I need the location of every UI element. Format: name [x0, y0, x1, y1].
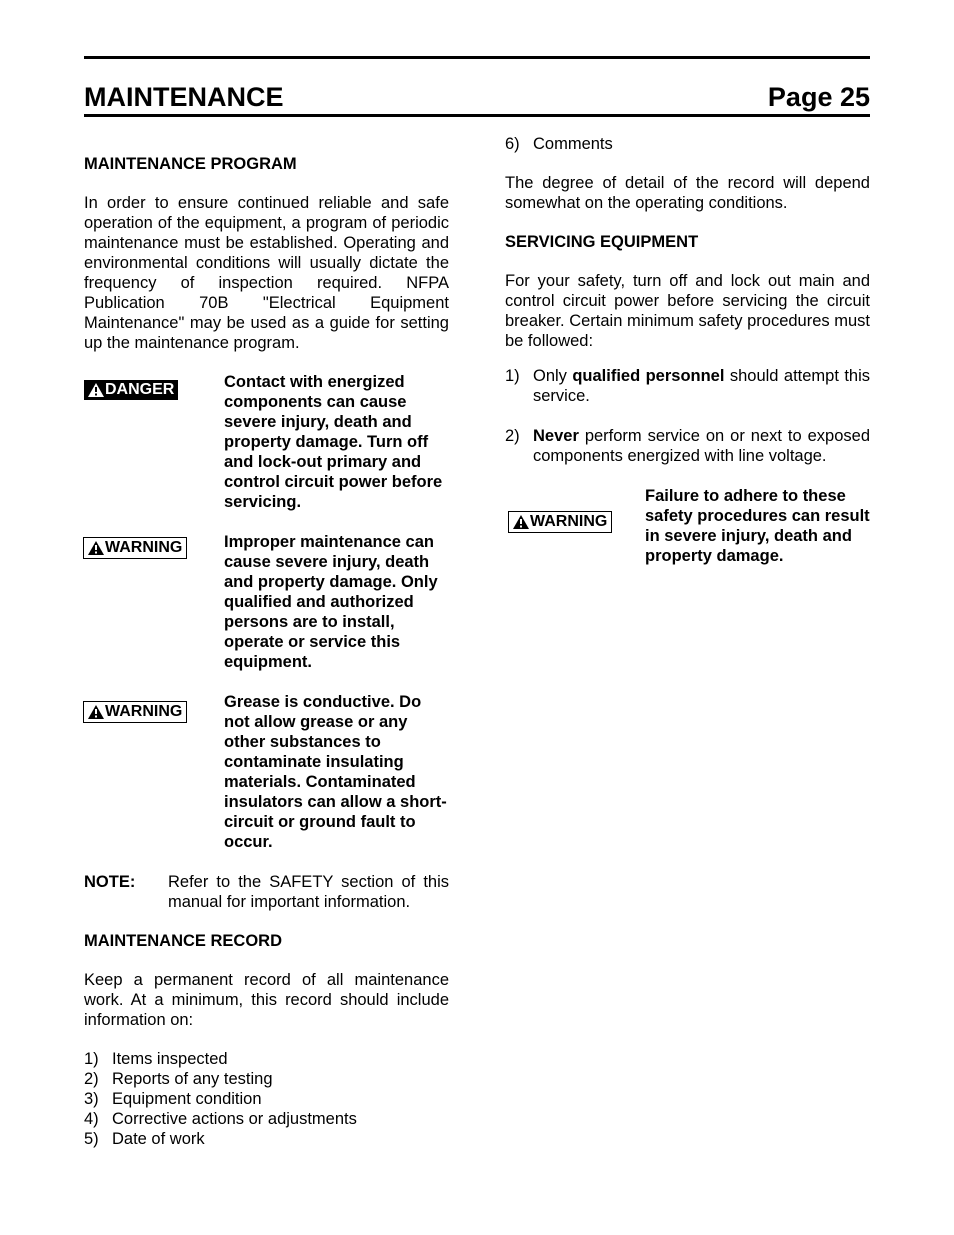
list-item: [84, 1069, 449, 1089]
step-number: 1): [505, 367, 520, 385]
note-text: Refer to the SAFETY section of this manual for important information.: [168, 873, 449, 911]
list-item: [84, 1089, 449, 1109]
warning-alert-maintenance: [84, 532, 449, 672]
warning-triangle-icon: [88, 541, 104, 555]
warning-alert-grease: [84, 692, 449, 852]
record-items-list: [84, 1049, 449, 1149]
page-header: [84, 80, 870, 117]
note-label: NOTE:: [84, 873, 136, 891]
step-text-post: perform service on or next to exposed components energized with line voltage.: [533, 427, 870, 465]
step-text: [533, 426, 870, 466]
danger-alert: [84, 372, 449, 512]
left-column: [84, 154, 449, 1168]
warning-badge: [508, 511, 612, 533]
step-text: [533, 366, 870, 406]
list-number: 4): [84, 1110, 99, 1128]
danger-badge-label: DANGER: [105, 381, 175, 398]
list-text: Equipment condition: [112, 1090, 262, 1108]
list-number: 2): [84, 1070, 99, 1088]
list-text: Comments: [533, 135, 613, 153]
list-number: 5): [84, 1130, 99, 1148]
record-detail-text: The degree of detail of the record will depend somewhat on the operating conditions.: [505, 174, 870, 212]
warning-alert-maintenance-text: Improper maintenance can cause severe injury, death and property damage. Only qualified and authorized persons are to install, operate or service this equipment.: [224, 533, 438, 671]
section-title: MAINTENANCE: [84, 82, 284, 112]
list-number: 3): [84, 1090, 99, 1108]
procedure-step: [505, 426, 870, 466]
warning-alert-grease-text: Grease is conductive. Do not allow grease or any other substances to contaminate insulating materials. Contaminated insulators can allow a short-circuit or ground fault to occur.: [224, 693, 447, 851]
step-text-post: should attempt this service.: [533, 367, 871, 405]
page-number: Page 25: [767, 82, 870, 112]
note: [84, 872, 449, 912]
list-text: Reports of any testing: [112, 1070, 273, 1088]
danger-alert-text: Contact with energized components can cause severe injury, death and property damage. Turn off and lock-out primary and control circuit power before servicing.: [224, 373, 443, 511]
warning-triangle-icon: [88, 705, 104, 719]
warning-badge-label: WARNING: [105, 539, 183, 556]
servicing-equipment-heading: SERVICING EQUIPMENT: [505, 233, 699, 251]
list-item: [84, 1109, 449, 1129]
list-number: 6): [505, 135, 520, 153]
step-number: 2): [505, 427, 520, 445]
maintenance-record-heading: MAINTENANCE RECORD: [84, 932, 282, 950]
maintenance-program-heading: MAINTENANCE PROGRAM: [84, 155, 297, 173]
warning-alert-procedures: [505, 486, 870, 566]
list-item: [505, 134, 870, 154]
list-text: Corrective actions or adjustments: [112, 1110, 357, 1128]
servicing-equipment-text: For your safety, turn off and lock out main and control circuit power before servicing the circuit breaker. Certain minimum safety procedures must be followed:: [505, 272, 870, 350]
maintenance-record-text: Keep a permanent record of all maintenance work. At a minimum, this record should include information on:: [84, 971, 449, 1029]
warning-badge-label: WARNING: [105, 703, 183, 720]
list-number: 1): [84, 1050, 99, 1068]
danger-badge: [84, 380, 178, 400]
right-column: [505, 134, 870, 566]
warning-badge: [83, 701, 187, 723]
warning-triangle-icon: [88, 383, 104, 397]
step-text-bold: Never: [533, 427, 579, 445]
warning-alert-procedures-text: Failure to adhere to these safety procedures can result in severe injury, death and property damage.: [645, 487, 870, 565]
list-item: [84, 1049, 449, 1069]
maintenance-program-text: In order to ensure continued reliable and safe operation of the equipment, a program of periodic maintenance must be established. Operating and environmental conditions will usually dictate the frequency of inspection required. NFPA Publication 70B "Electrical Equipment Maintenance" may be used as a guide for setting up the maintenance program.: [84, 194, 449, 352]
top-rule: [84, 56, 870, 59]
warning-badge: [83, 537, 187, 559]
warning-triangle-icon: [513, 515, 529, 529]
procedure-step: [505, 366, 870, 406]
list-text: Date of work: [112, 1130, 205, 1148]
record-items-continued: [505, 134, 870, 154]
warning-badge-label: WARNING: [530, 513, 608, 530]
list-text: Items inspected: [112, 1050, 228, 1068]
list-item: [84, 1129, 449, 1149]
step-text-pre: Only: [533, 367, 573, 385]
step-text-bold: qualified personnel: [572, 367, 725, 385]
